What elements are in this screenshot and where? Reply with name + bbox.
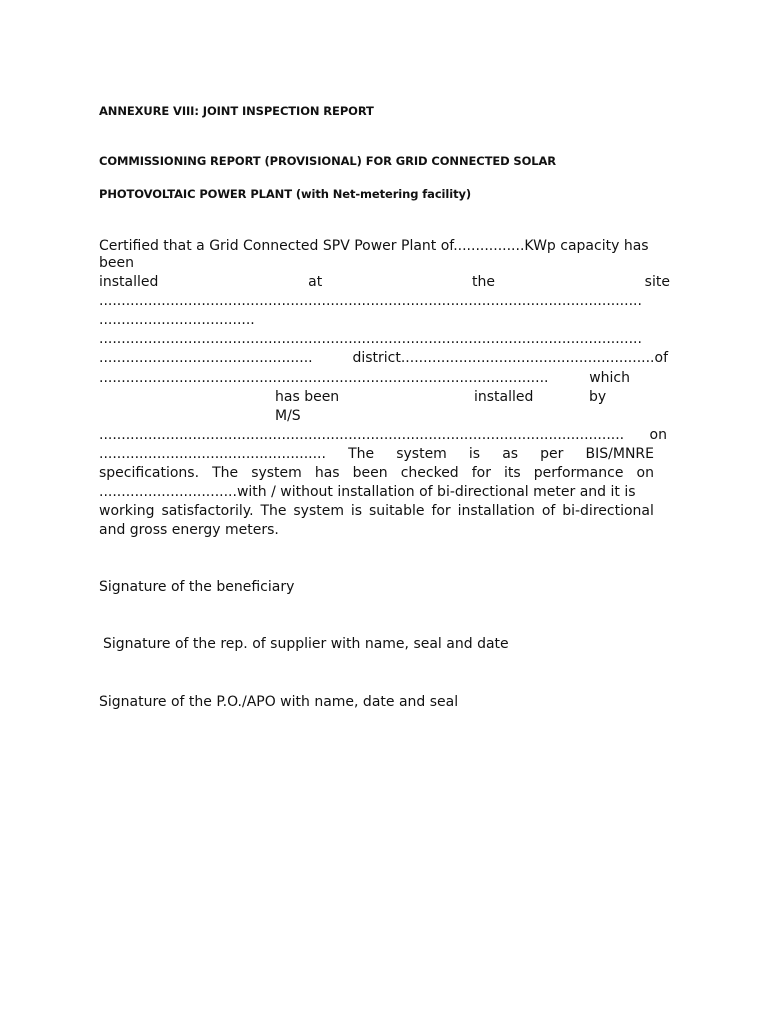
word: is [468, 446, 481, 462]
word: satisfactorily. [161, 503, 254, 519]
word: installed [99, 274, 159, 290]
blank: ................................................... [99, 446, 326, 462]
signature-supplier: Signature of the rep. of supplier with name, seal and date [103, 636, 509, 652]
word: for [471, 465, 491, 481]
ms-label: M/S [275, 408, 301, 424]
blank: ...................................................................................................................... [99, 427, 625, 443]
certificate-line-12 [99, 445, 654, 464]
word: installed [474, 389, 534, 405]
word: system [293, 503, 345, 519]
word: working [99, 503, 155, 519]
signature-po-apo: Signature of the P.O./APO with name, date and seal [99, 694, 459, 710]
word: checked [400, 465, 459, 481]
word: system [251, 465, 302, 481]
word: bi-directional [562, 503, 654, 519]
word: BIS/MNRE [585, 446, 654, 462]
certificate-line-2: been [99, 255, 134, 271]
signature-beneficiary: Signature of the beneficiary [99, 579, 295, 595]
word: by [589, 389, 607, 405]
annexure-title: ANNEXURE VIII: JOINT INSPECTION REPORT [99, 104, 374, 118]
certificate-line-14: ...............................with / without installation of bi-directional meter and it is [99, 484, 636, 500]
word: has been [275, 389, 340, 405]
supplier-blank-line [99, 426, 667, 445]
report-title-line-2: PHOTOVOLTAIC POWER PLANT (with Net-metering facility) [99, 187, 472, 201]
which-line [99, 369, 630, 388]
word: performance [533, 465, 624, 481]
word: suitable [369, 503, 425, 519]
address-blank-line: .......................................................................................................................... [99, 331, 642, 347]
blank: ................................................ [99, 350, 313, 366]
certificate-line-3 [99, 273, 670, 292]
word: The [212, 465, 239, 481]
word: as [502, 446, 519, 462]
site-blank-cont: ................................... [99, 312, 255, 328]
word: The [348, 446, 375, 462]
site-blank-line: .......................................................................................................................... [99, 293, 642, 309]
word: the [471, 274, 495, 290]
blank: ..................................................................................................... [99, 370, 549, 386]
certificate-line-15 [99, 502, 654, 521]
word: its [504, 465, 521, 481]
word: on [649, 427, 667, 443]
word: at [308, 274, 323, 290]
word: is [350, 503, 363, 519]
certificate-line-1: Certified that a Grid Connected SPV Power Plant of................KWp capacity has [99, 238, 649, 254]
certificate-line-16: and gross energy meters. [99, 522, 279, 538]
word: on [636, 465, 654, 481]
word: has [314, 465, 340, 481]
report-title-line-1: COMMISSIONING REPORT (PROVISIONAL) FOR GRID CONNECTED SOLAR [99, 154, 557, 168]
word: specifications. [99, 465, 200, 481]
district-blank: district.........................................................of [352, 350, 668, 366]
word: installation [457, 503, 535, 519]
certificate-line-13 [99, 464, 654, 483]
district-line [99, 349, 668, 368]
word: system [396, 446, 447, 462]
word: per [540, 446, 564, 462]
word: The [260, 503, 287, 519]
word: which [589, 370, 630, 386]
word: of [541, 503, 556, 519]
word: site [644, 274, 670, 290]
word: been [352, 465, 388, 481]
word: for [431, 503, 451, 519]
